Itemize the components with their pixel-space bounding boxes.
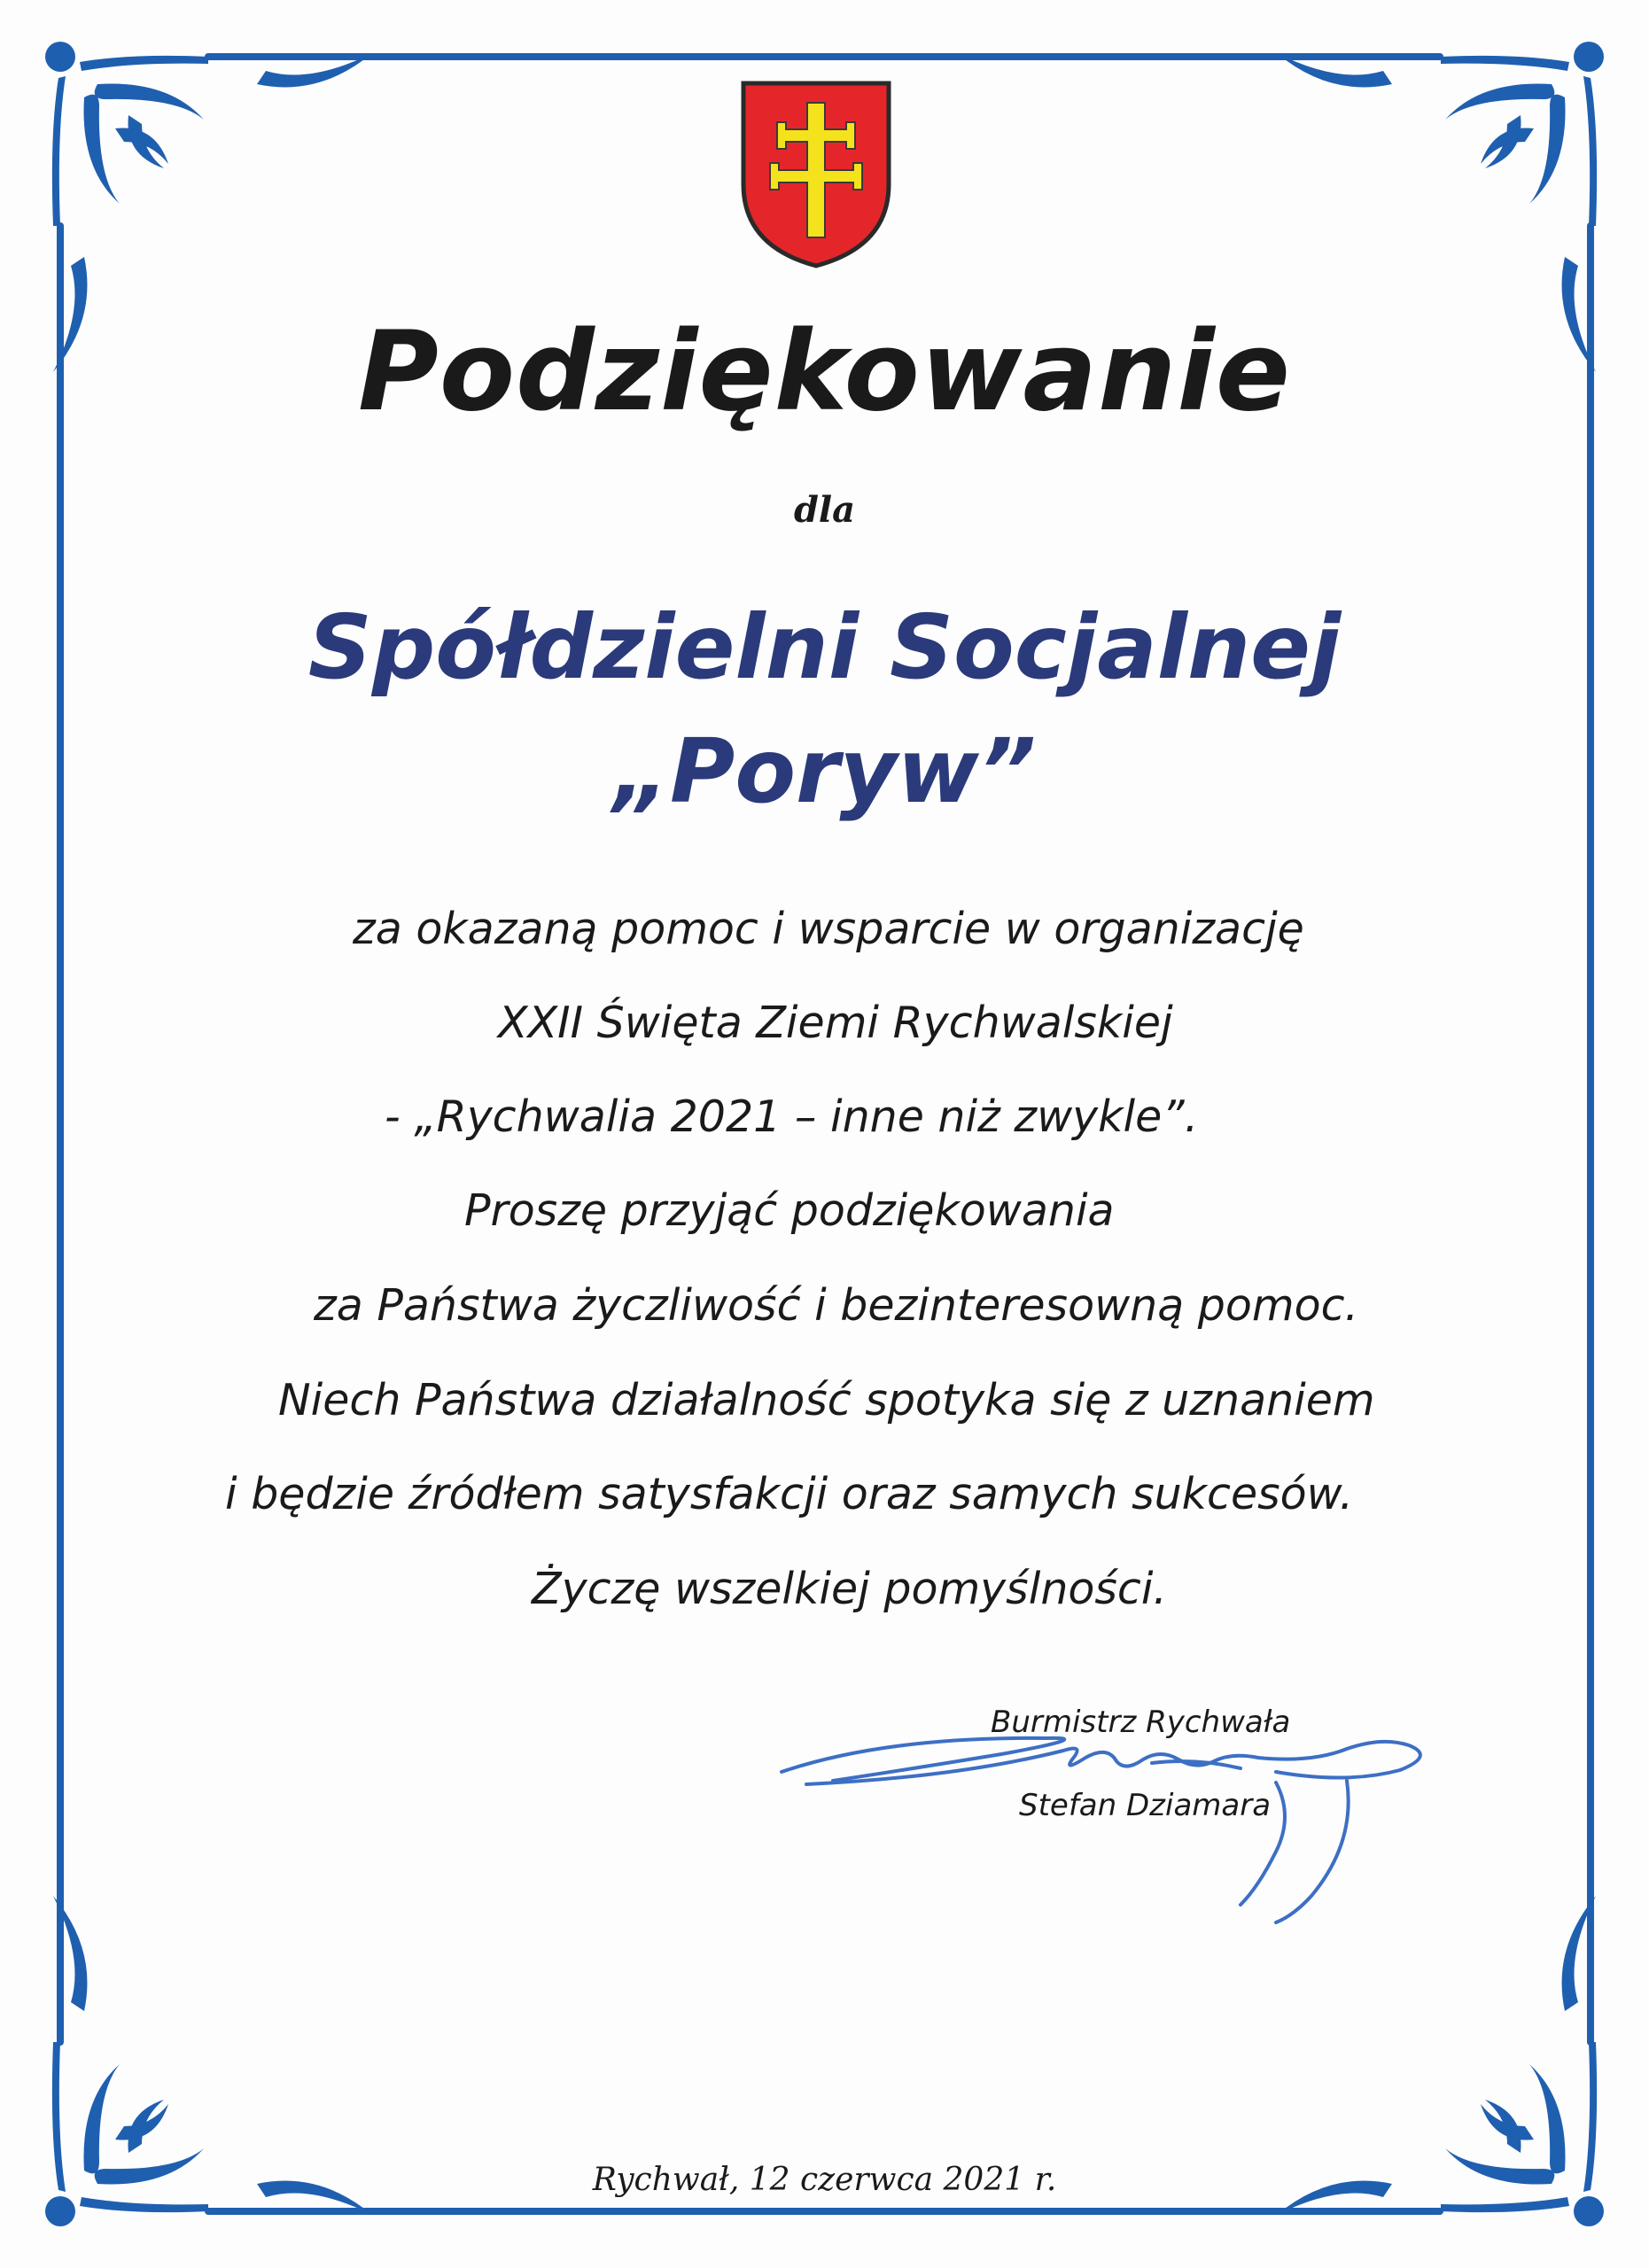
recipient-name: Spółdzielni Socjalnej xyxy=(307,595,1342,699)
place-and-date: Rychwał, 12 czerwca 2021 r. xyxy=(592,2162,1057,2198)
body-line: Proszę przyjąć podziękowania xyxy=(464,1185,1115,1236)
body-line: Życzę wszelkiej pomyślności. xyxy=(532,1564,1168,1614)
body-line: za Państwa życzliwość i bezinteresowną pomoc. xyxy=(314,1280,1359,1331)
document-title: Podziękowanie xyxy=(358,308,1291,436)
handwritten-signature xyxy=(780,1719,1435,1931)
coat-of-arms-icon xyxy=(738,78,894,269)
signatory-title: Burmistrz Rychwała xyxy=(991,1705,1291,1740)
body-line: za okazaną pomoc i wsparcie w organizację xyxy=(353,904,1304,954)
body-line: - „Rychwalia 2021 – inne niż zwykle”. xyxy=(385,1091,1199,1142)
body-line: i będzie źródłem satysfakcji oraz samych sukcesów. xyxy=(225,1469,1354,1519)
recipient-organization: „Poryw” xyxy=(612,719,1037,823)
body-line: Niech Państwa działalność spotyka się z uznaniem xyxy=(278,1375,1375,1425)
signatory-name: Stefan Dziamara xyxy=(1019,1788,1272,1823)
preposition-label: dla xyxy=(793,489,856,531)
body-line: XXII Święta Ziemi Rychwalskiej xyxy=(498,998,1173,1048)
